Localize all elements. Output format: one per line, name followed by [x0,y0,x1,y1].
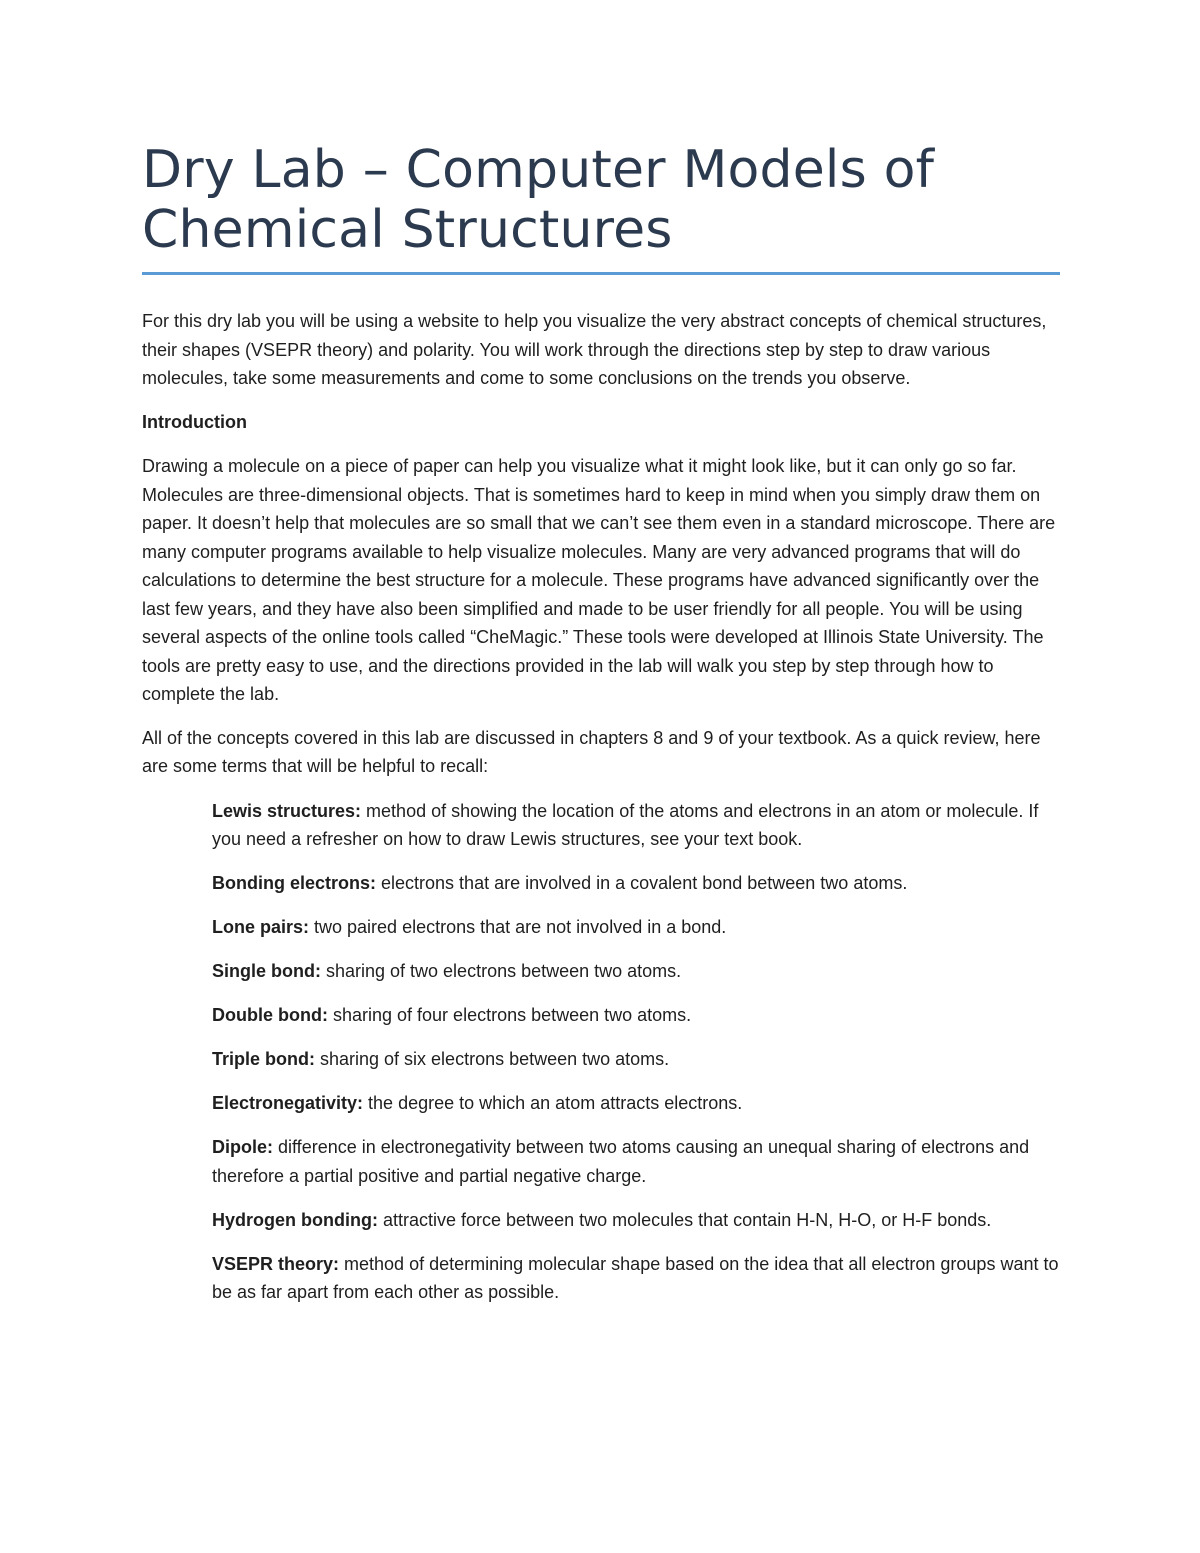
term-item [212,1001,1060,1030]
document-page [142,140,1060,1322]
term-definition: sharing of two electrons between two atoms. [320,961,682,981]
term-name: Lone pairs: [212,917,310,937]
term-item [212,797,1060,854]
term-item [212,913,1060,942]
term-name: Bonding electrons: [212,873,377,893]
term-definition: sharing of four electrons between two atoms. [327,1005,692,1025]
term-definition: difference in electronegativity between two atoms causing an unequal sharing of electrons and therefore a partial positive and partial negative charge. [212,1137,1030,1186]
term-definition: sharing of six electrons between two atoms. [315,1049,670,1069]
term-name: VSEPR theory: [212,1253,340,1274]
term-item [212,957,1060,986]
term-name: Single bond: [212,961,321,981]
term-item [212,1089,1060,1118]
term-definition: attractive force between two molecules that contain H-N, H-O, or H-F bonds. [377,1209,992,1230]
term-name: Dipole: [212,1137,273,1157]
term-definition: method of showing the location of the atoms and electrons in an atom or molecule. If you need a refresher on how to draw Lewis structures, see your text book. [212,800,1039,849]
term-definition: electrons that are involved in a covalent bond between two atoms. [376,873,908,893]
term-item [212,1133,1060,1190]
term-definition: the degree to which an atom attracts electrons. [363,1093,743,1113]
term-definition: two paired electrons that are not involved in a bond. [309,917,727,937]
section-heading-introduction: Introduction [142,411,247,432]
term-name: Electronegativity: [212,1093,364,1113]
term-item [212,1250,1060,1307]
introduction-body-paragraph: Drawing a molecule on a piece of paper can help you visualize what it might look like, but it can only go so far. Molecules are three-dimensional objects. That is sometimes hard to keep in mind when you simply draw them on paper. It doesn’t help that molecules are so small that we can’t see them even in a standard microscope. There are many computer programs available to help visualize molecules. Many are very advanced programs that will do calculations to determine the best structure for a molecule. These programs have advanced significantly over the last few years, and they have also been simplified and made to be user friendly for all people. You will be using several aspects of the online tools called “CheMagic.” These tools were developed at Illinois State University. The tools are pretty easy to use, and the directions provided in the lab will walk you step by step through how to complete the lab. [142,456,1056,704]
intro-paragraph: For this dry lab you will be using a website to help you visualize the very abstract concepts of chemical structures, their shapes (VSEPR theory) and polarity. You will work through the directions step by step to draw various molecules, take some measurements and come to some conclusions on the trends you observe. [142,311,1047,388]
recall-paragraph: All of the concepts covered in this lab are discussed in chapters 8 and 9 of your textbook. As a quick review, here are some terms that will be helpful to recall: [142,727,1041,776]
term-name: Triple bond: [212,1049,315,1069]
term-name: Lewis structures: [212,800,362,821]
term-definition: method of determining molecular shape based on the idea that all electron groups want to be as far apart from each other as possible. [212,1253,1059,1302]
term-item [212,869,1060,898]
term-item [212,1206,1060,1235]
terms-list [212,797,1060,1307]
term-name: Double bond: [212,1005,328,1025]
term-name: Hydrogen bonding: [212,1209,378,1230]
term-item [212,1045,1060,1074]
document-title: Dry Lab – Computer Models of Chemical Structures [142,140,1060,275]
